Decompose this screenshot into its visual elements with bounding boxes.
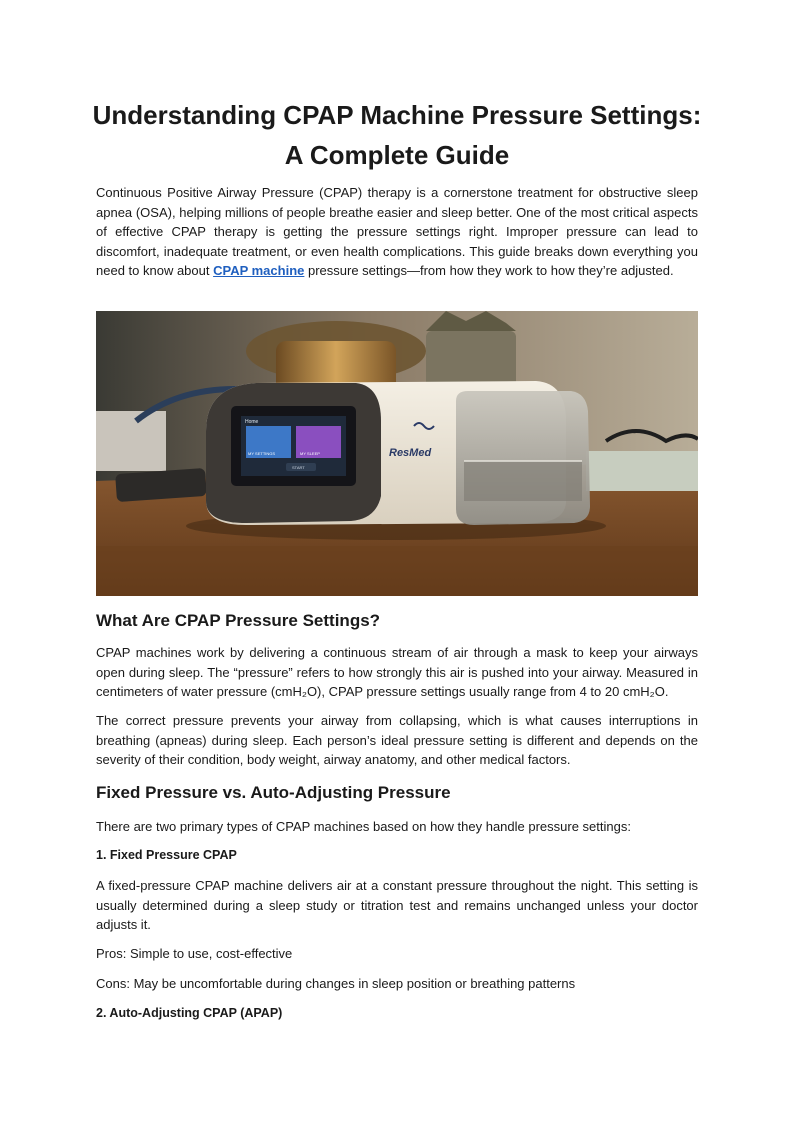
- device-screen-header: Home: [245, 419, 259, 425]
- title-line-2: A Complete Guide: [284, 140, 510, 170]
- title-line-1: Understanding CPAP Machine Pressure Settings:: [92, 100, 702, 130]
- section-heading-fixed-vs-auto: Fixed Pressure vs. Auto-Adjusting Pressure: [96, 783, 451, 802]
- fixed-pressure-cons: Cons: May be uncomfortable during changes in sleep position or breathing patterns: [96, 976, 576, 991]
- fixed-pressure-paragraph: A fixed-pressure CPAP machine delivers air at a constant pressure throughout the night. This setting is usually determined during a sleep study or titration test and remains unchanged unless your doctor adjusts it.: [96, 878, 698, 933]
- subheading-auto-adjusting: 2. Auto-Adjusting CPAP (APAP): [96, 1006, 283, 1020]
- cpap-device-photo: [96, 311, 698, 596]
- section1-paragraph-2: The correct pressure prevents your airway from collapsing, which is what causes interruptions in breathing (apneas) during sleep. Each person’s ideal pressure setting is different and depends on the severity of their condition, body weight, airway anatomy, and other medical factors.: [96, 713, 698, 768]
- section1-paragraph-1: CPAP machines work by delivering a continuous stream of air through a mask to keep your airways open during sleep. The “pressure” refers to how strongly this air is pushed into your airway. Measured in centimeters of water pressure (cmH₂O), CPAP pressure settings usually range from 4 to 20 cmH₂O.: [96, 645, 698, 700]
- page-title: [86, 95, 708, 175]
- intro-text-start: Continuous Positive Airway Pressure (CPAP) therapy is a cornerstone treatment for obstructive sleep apnea (OSA), helping millions of people breathe easier and sleep better. One of the most critical aspects of effective CPAP therapy is getting the pressure settings right. Improper pressure can lead to discomfort, inadequate treatment, or even health complications. This guide breaks down everything you need to know about: [96, 185, 698, 279]
- fixed-pressure-pros: Pros: Simple to use, cost-effective: [96, 946, 293, 961]
- device-screen-button: START: [292, 465, 305, 470]
- cpap-machine-link[interactable]: CPAP machine: [213, 263, 305, 279]
- intro-paragraph: [96, 183, 698, 281]
- device-screen-tile-right: MY SLEEP: [300, 451, 320, 456]
- section2-intro: There are two primary types of CPAP machines based on how they handle pressure settings:: [96, 819, 631, 834]
- section-heading-pressure-settings: What Are CPAP Pressure Settings?: [96, 611, 381, 630]
- subheading-fixed-pressure: 1. Fixed Pressure CPAP: [96, 848, 237, 862]
- device-screen-tile-left: MY SETTINGS: [248, 451, 276, 456]
- intro-text-end: pressure settings—from how they work to how they’re adjusted.: [304, 263, 674, 279]
- resmed-logo: ResMed: [389, 447, 432, 459]
